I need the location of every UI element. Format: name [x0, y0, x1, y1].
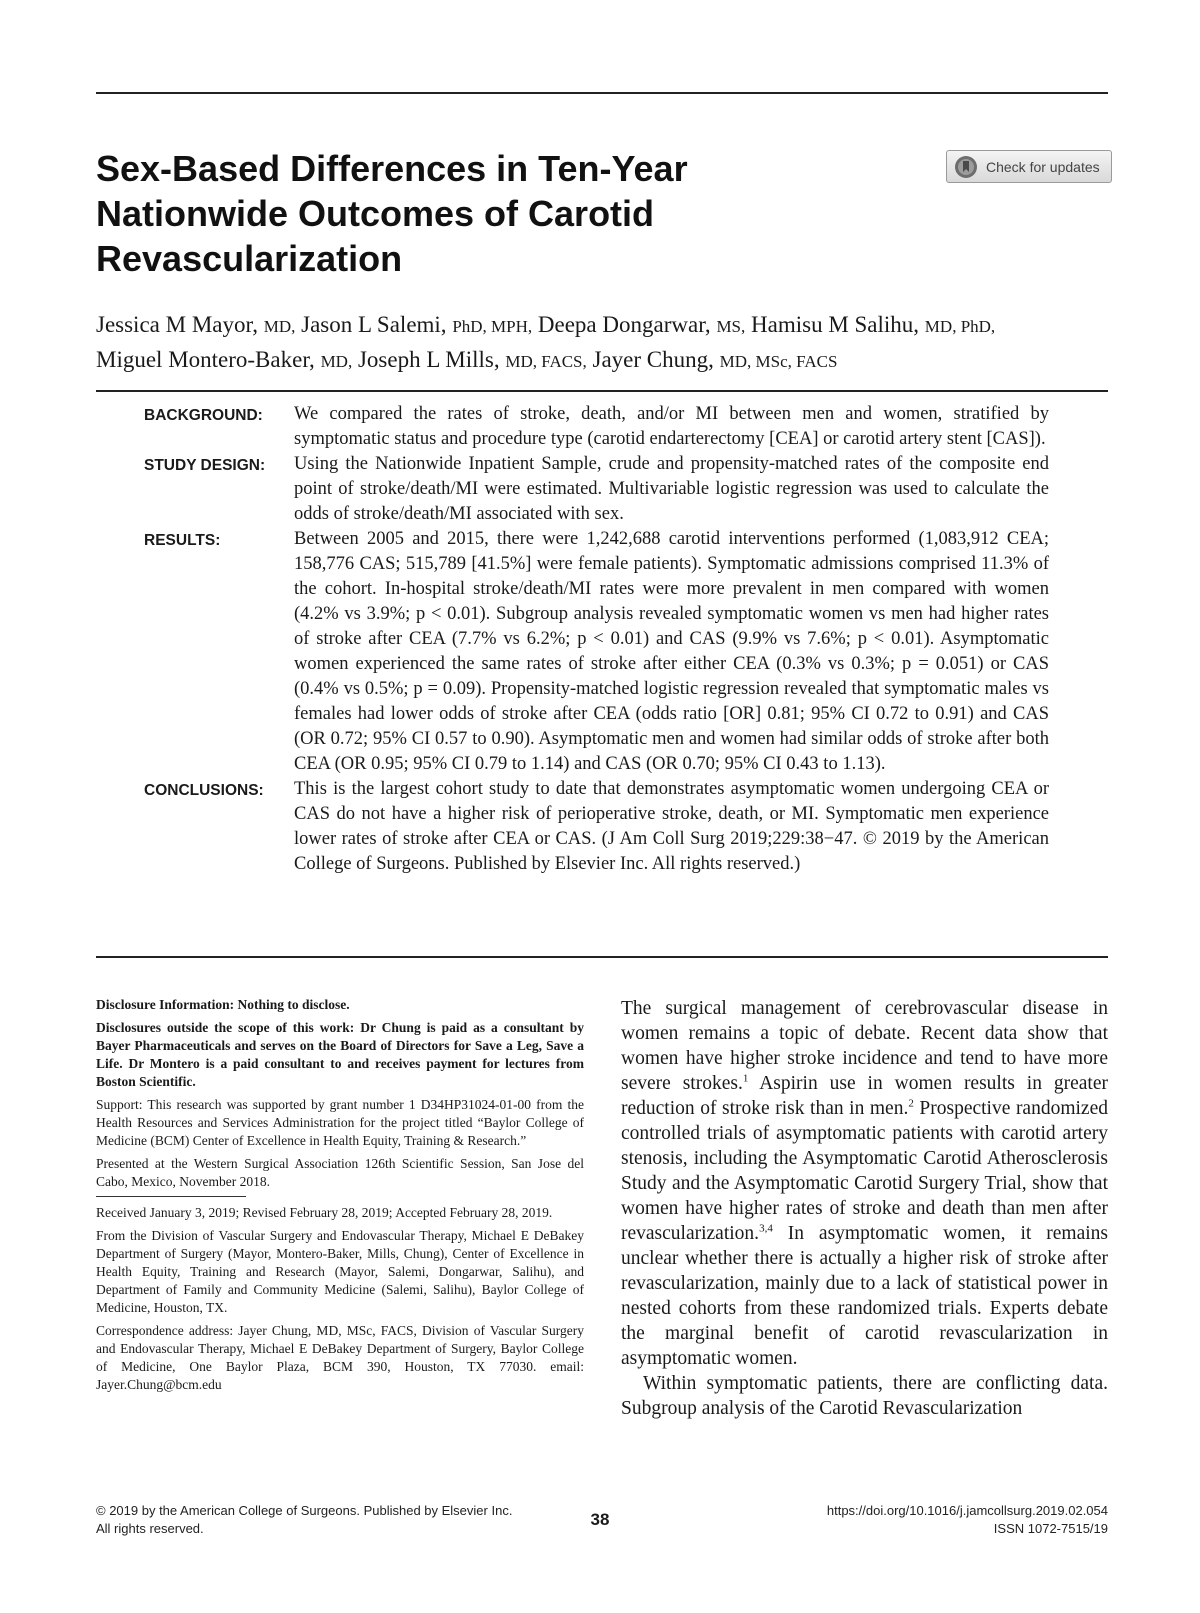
- author: Jayer Chung, MD, MSc, FACS: [592, 347, 838, 372]
- abstract-label: STUDY DESIGN:: [144, 457, 266, 474]
- received-note: Received January 3, 2019; Revised February 28, 2019; Accepted February 28, 2019.: [96, 1205, 553, 1220]
- abstract-text: We compared the rates of stroke, death, and/or MI between men and women, stratified by symptomatic status and procedure type (carotid endarterectomy [CEA] or carotid artery stent [CAS]).: [294, 404, 1049, 449]
- abstract-text: This is the largest cohort study to date that demonstrates asymptomatic women undergoing CEA or CAS do not have a higher risk of perioperative stroke, death, or MI. Symptomatic men experience lower rates of stroke after CEA or CAS. (J Am Coll Surg 2019;229:38−47. © 2019 by the American College of Surgeons. Published by Elsevier Inc. All rights reserved.): [294, 779, 1049, 874]
- issn: ISSN 1072-7515/19: [993, 1521, 1108, 1536]
- abstract-text: Between 2005 and 2015, there were 1,242,688 carotid interventions performed (1,083,912 CEA; 158,776 CAS; 515,789 [41.5%] were female patients). Symptomatic admissions comprised 11.3% of the cohort. In-hospital stroke/death/MI rates were more prevalent in men compared with women (4.2% vs 3.9%; p < 0.01). Subgroup analysis revealed symptomatic women vs men had higher rates of stroke after CEA (7.7% vs 6.2%; p < 0.01) and CAS (9.9% vs 7.6%; p < 0.01). Asymptomatic women experienced the same rates of stroke after either CEA (0.3% vs 0.3%; p = 0.051) or CAS (0.4% vs 0.5%; p = 0.09). Propensity-matched logistic regression revealed that symptomatic males vs females had lower odds of stroke after CEA (odds ratio [OR] 0.81; 95% CI 0.72 to 0.91) and CAS (OR 0.72; 95% CI 0.57 to 0.90). Asymptomatic men and women had similar odds of stroke after both CEA (OR 0.95; 95% CI 0.79 to 1.14) and CAS (OR 0.70; 95% CI 0.43 to 1.13).: [294, 529, 1049, 774]
- reference-marker[interactable]: 2: [908, 1097, 914, 1110]
- author: Jessica M Mayor, MD,: [96, 312, 296, 337]
- author: Jason L Salemi, PhD, MPH,: [301, 312, 533, 337]
- author-list: [96, 308, 1108, 378]
- footer-identifiers: [827, 1502, 1108, 1538]
- crossmark-icon: [954, 155, 978, 179]
- disclosure-info: Disclosure Information: Nothing to disclose.: [96, 997, 350, 1012]
- abstract-top-rule: [96, 390, 1108, 392]
- check-for-updates-label: Check for updates: [986, 158, 1100, 175]
- check-for-updates-button[interactable]: [946, 150, 1112, 183]
- article-notes: [96, 996, 584, 1399]
- article-body: [621, 996, 1108, 1421]
- author: Miguel Montero-Baker, MD,: [96, 347, 353, 372]
- body-paragraph: Within symptomatic patients, there are conflicting data. Subgroup analysis of the Carotid Revascularization: [621, 1373, 1108, 1419]
- abstract-bottom-rule: [96, 956, 1108, 958]
- abstract-label: RESULTS:: [144, 532, 221, 549]
- author: Hamisu M Salihu, MD, PhD,: [751, 312, 996, 337]
- notes-divider: [96, 1196, 246, 1197]
- footer-copyright: © 2019 by the American College of Surgeons. Published by Elsevier Inc. All rights reserved.: [96, 1503, 513, 1536]
- page-number: 38: [590, 1510, 610, 1529]
- abstract: [144, 402, 1049, 877]
- body-paragraph: The surgical management of cerebrovascular disease in women remains a topic of debate. Recent data show that women have higher stroke incidence and tend to have more severe strokes.$^1$ Aspirin use in women results in greater reduction of stroke risk than in men.$^2$ Prospective randomized controlled trials of asymptomatic patients with carotid artery stenosis, including the Asymptomatic Carotid Atherosclerosis Study and the Asymptomatic Carotid Surgery Trial, show that women have higher rates of stroke and death than men after revascularization.$^{3,4}$ In asymptomatic women, it remains unclear whether there is actually a higher risk of stroke after revascularization, mainly due to a lack of statistical power in nested cohorts from these randomized trials. Experts debate the marginal benefit of carotid revascularization in asymptomatic women.: [621, 998, 1108, 1369]
- abstract-conclusions: [144, 777, 1049, 877]
- abstract-study-design: [144, 452, 1049, 527]
- author: Joseph L Mills, MD, FACS,: [357, 347, 587, 372]
- disclosures-outside: Disclosures outside the scope of this work: Dr Chung is paid as a consultant by Bayer Pharmaceuticals and serves on the Board of Directors for Save a Leg, Save a Life. Dr Montero is a paid consultant to and receives payment for lectures from Boston Scientific.: [96, 1020, 584, 1089]
- top-rule: [96, 92, 1108, 94]
- abstract-label: CONCLUSIONS:: [144, 782, 264, 799]
- author: Deepa Dongarwar, MS,: [537, 312, 746, 337]
- abstract-background: [144, 402, 1049, 452]
- support-note: Support: This research was supported by grant number 1 D34HP31024-01-00 from the Health Resources and Services Administration for the project titled “Baylor College of Medicine (BCM) Center of Excellence in Health Equity, Training & Research.”: [96, 1097, 584, 1148]
- article-title: Sex-Based Differences in Ten-Year Nationwide Outcomes of Carotid Revascularization: [96, 148, 688, 279]
- reference-marker[interactable]: 1: [742, 1072, 749, 1085]
- affiliation-note: From the Division of Vascular Surgery and Endovascular Therapy, Michael E DeBakey Department of Surgery (Mayor, Montero-Baker, Mills, Chung), Center of Excellence in Health Equity, Training and Research (Mayor, Salemi, Dongarwar, Salihu), and Department of Family and Community Medicine (Salemi, Salihu), Baylor College of Medicine, Houston, TX.: [96, 1228, 584, 1315]
- abstract-text: Using the Nationwide Inpatient Sample, crude and propensity-matched rates of the composite end point of stroke/death/MI were estimated. Multivariable logistic regression was used to calculate the odds of stroke/death/MI associated with sex.: [294, 454, 1049, 524]
- presented-note: Presented at the Western Surgical Association 126th Scientific Session, San Jose del Cabo, Mexico, November 2018.: [96, 1156, 584, 1189]
- doi-link[interactable]: https://doi.org/10.1016/j.jamcollsurg.2019.02.054: [826, 1503, 1108, 1518]
- reference-marker[interactable]: 3,4: [759, 1222, 773, 1235]
- abstract-results: [144, 527, 1049, 777]
- correspondence-note: Correspondence address: Jayer Chung, MD, MSc, FACS, Division of Vascular Surgery and Endovascular Therapy, Michael E DeBakey Department of Surgery, Baylor College of Medicine, One Baylor Plaza, BCM 390, Houston, TX 77030. email: Jayer.Chung@bcm.edu: [96, 1323, 584, 1392]
- abstract-label: BACKGROUND:: [144, 407, 263, 424]
